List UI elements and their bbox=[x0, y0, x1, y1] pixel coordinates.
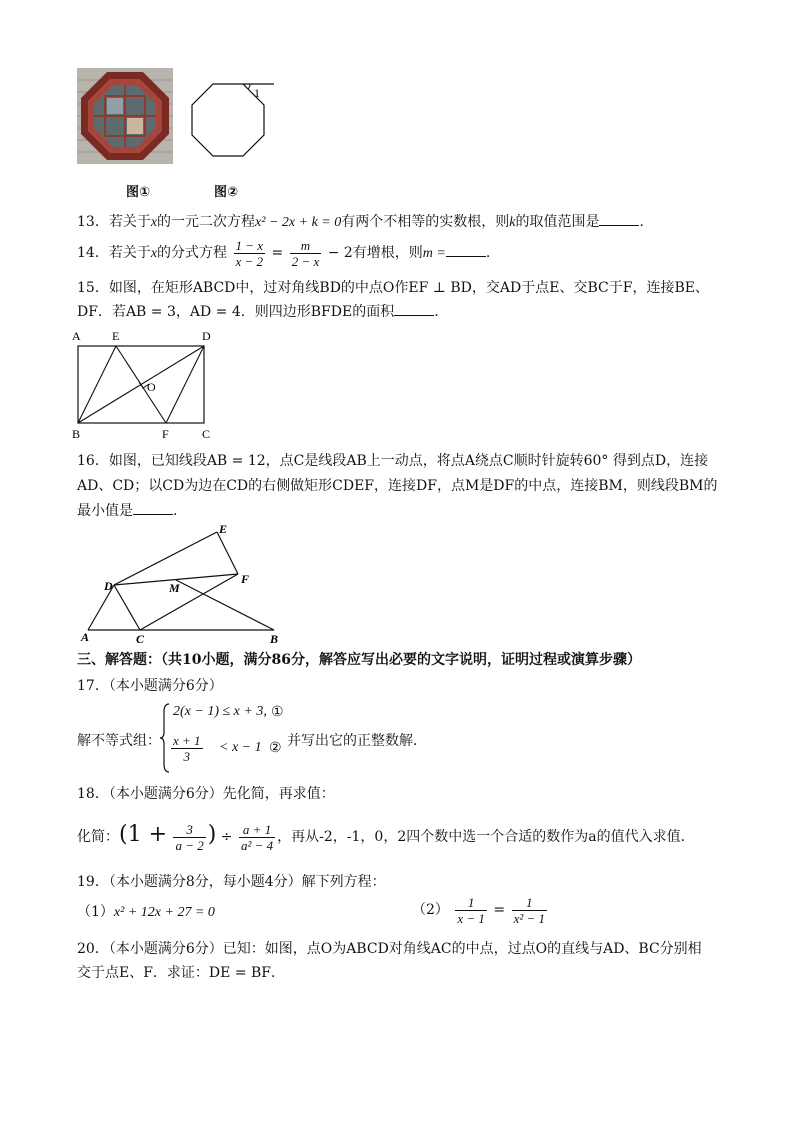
question-16-line-1: 16．如图，已知线段AB = 12，点C是线段AB上一动点，将点A绕点C顺时针旋转60° 得到点D，连接 bbox=[77, 453, 709, 469]
angle-1-label: 1 bbox=[254, 86, 260, 100]
question-19-part-2: （2） $\frac{1}{x - 1}$ = $\frac{1}{\text{x² − 1}}$ bbox=[412, 894, 546, 926]
label-A: A bbox=[72, 329, 81, 343]
label-C: C bbox=[136, 632, 145, 646]
fraction: $\frac{m}{2 - x}$ bbox=[291, 237, 320, 269]
label-M: M bbox=[169, 581, 180, 595]
answer-blank bbox=[133, 502, 173, 515]
question-20-line-2: 交于点E、F．求证：DE = BF． bbox=[77, 965, 286, 981]
label-O: O bbox=[147, 380, 156, 394]
label-D: D bbox=[202, 329, 211, 343]
label-B: B bbox=[72, 427, 81, 441]
label-C: C bbox=[202, 427, 211, 441]
question-14: 14．若关于x的分式方程 $\frac{1 - x}{x - 2}$ = $\frac{m}{2 - x}$ − 2有增根，则m = . bbox=[77, 237, 491, 269]
question-13: 13．若关于x的一元二次方程x² − 2x + k = 0有两个不相等的实数根，则k的取值范围是 . bbox=[77, 214, 644, 230]
label-D: D bbox=[104, 579, 113, 593]
label-F: F bbox=[241, 572, 250, 586]
figure-1-caption: 图① bbox=[126, 185, 151, 200]
answer-blank bbox=[599, 213, 639, 226]
answer-blank bbox=[446, 244, 486, 257]
label-E: E bbox=[219, 522, 228, 536]
octagon-diagram bbox=[188, 76, 278, 162]
section-3-heading: 三、解答题：（共10小题，满分86分，解答应写出必要的文字说明，证明过程或演算步骤） bbox=[77, 652, 641, 668]
question-18-expression: 化简：(1 + $\frac{3}{a - 2}$ ) ÷ $\frac{a + 1}{\text{a² − 4}}$ ，再从-2，-1，0，2四个数中选一个合适的数作为a的值代入求值． bbox=[77, 821, 695, 853]
question-16-line-3: 最小值是 . bbox=[77, 503, 178, 519]
label-E: E bbox=[112, 329, 120, 343]
fraction: $\frac{1 - x}{x - 2}$ bbox=[235, 237, 264, 269]
label-A: A bbox=[81, 630, 90, 644]
question-17-title: 17．（本小题满分6分） bbox=[77, 678, 223, 694]
question-19-title: 19．（本小题满分8分，每小题4分）解下列方程： bbox=[77, 874, 386, 890]
label-B: B bbox=[270, 632, 279, 646]
figure-2-caption: 图② bbox=[214, 185, 239, 200]
answer-blank bbox=[394, 303, 434, 316]
label-F: F bbox=[162, 427, 169, 441]
question-15-line-2: DF．若AB = 3，AD = 4．则四边形BFDE的面积 . bbox=[77, 304, 439, 320]
question-19-part-1: （1）x² + 12x + 27 = 0 bbox=[77, 904, 215, 920]
question-17-system: 解不等式组： 2(x − 1) ≤ x + 3, ① $\frac{x + 1}{3}$ < x − 1 ② 并写出它的正整数解． bbox=[77, 700, 537, 778]
question-15-line-1: 15．如图，在矩形ABCD中，过对角线BD的中点O作EF ⊥ BD，交AD于点E、交BC于F，连接BE、 bbox=[77, 280, 709, 296]
question-20-line-1: 20．（本小题满分6分）已知：如图，点O为ABCD对角线AC的中点，过点O的直线与AD、BC分别相 bbox=[77, 941, 702, 957]
question-18-title: 18．（本小题满分6分）先化简，再求值： bbox=[77, 786, 335, 802]
rectangle-diagram bbox=[70, 328, 220, 443]
octagonal-window-photo bbox=[77, 68, 173, 164]
rotation-rectangle-diagram bbox=[78, 522, 290, 646]
question-16-line-2: AD、CD；以CD为边在CD的右侧做矩形CDEF，连接DF，点M是DF的中点，连接BM，则线段BM的 bbox=[77, 478, 718, 494]
